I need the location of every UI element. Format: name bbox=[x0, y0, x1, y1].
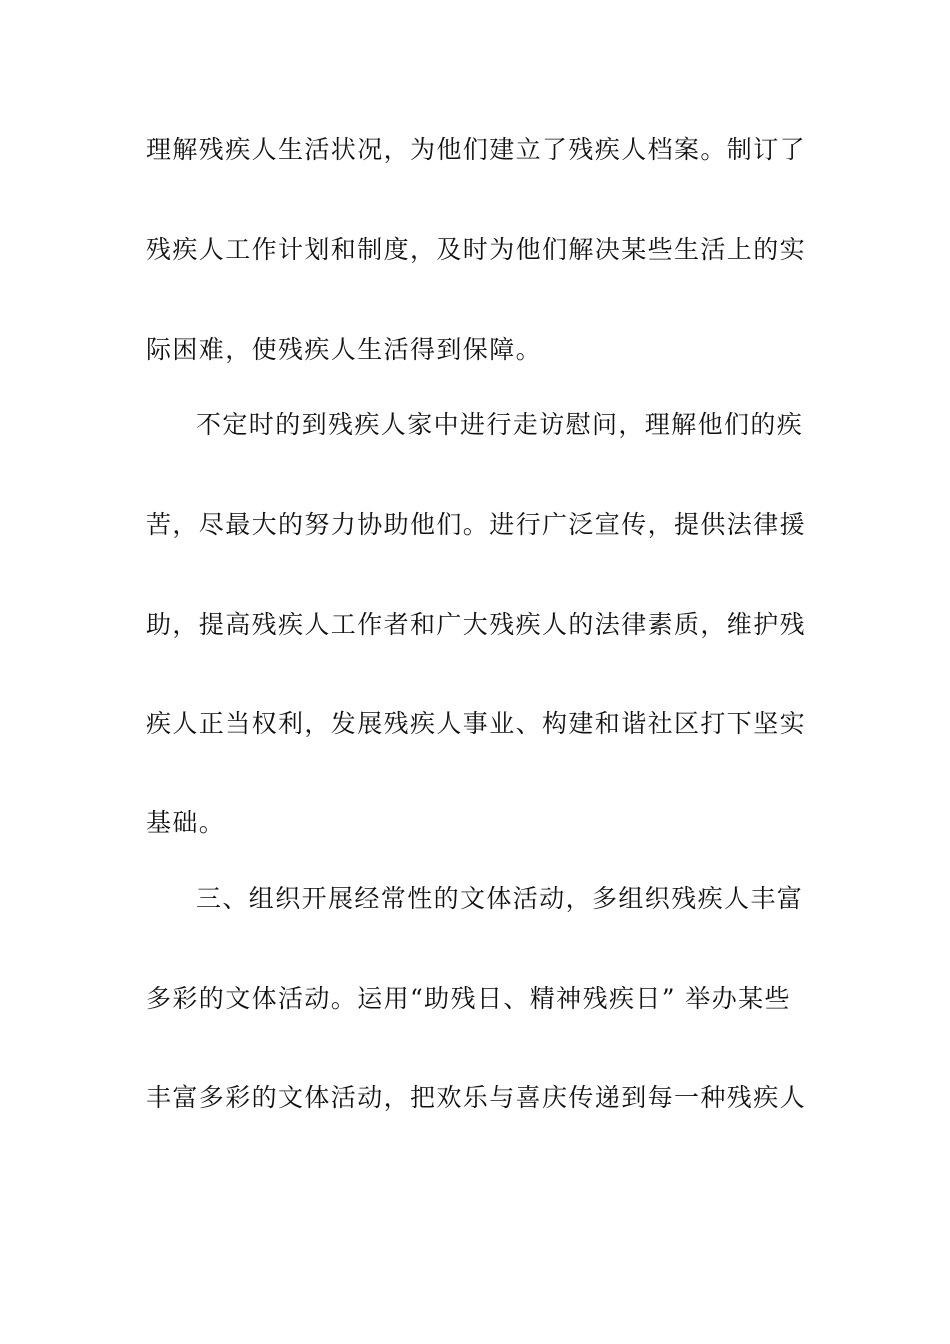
text-line: 残疾人工作计划和制度，及时为他们解决某些生活上的实 bbox=[146, 235, 807, 264]
text-line: 基础。 bbox=[146, 808, 226, 837]
text-line: 丰富多彩的文体活动，把欢乐与喜庆传递到每一种残疾人 bbox=[146, 1083, 807, 1112]
text-line: 理解残疾人生活状况，为他们建立了残疾人档案。制订了 bbox=[146, 135, 807, 164]
text-line: 际困难，使残疾人生活得到保障。 bbox=[146, 335, 543, 364]
paragraph-first-line: 三、组织开展经常性的文体活动，多组织残疾人丰富 bbox=[196, 884, 804, 913]
text-line: 疾人正当权利，发展残疾人事业、构建和谐社区打下坚实 bbox=[146, 709, 807, 738]
paragraph-first-line: 不定时的到残疾人家中进行走访慰问，理解他们的疾 bbox=[196, 410, 804, 439]
text-line: 苦，尽最大的努力协助他们。进行广泛宣传，提供法律援 bbox=[146, 510, 807, 539]
text-line: 助，提高残疾人工作者和广大残疾人的法律素质，维护残 bbox=[146, 610, 807, 639]
text-line: 多彩的文体活动。运用“助残日、精神残疾日” 举办某些 bbox=[146, 984, 791, 1013]
